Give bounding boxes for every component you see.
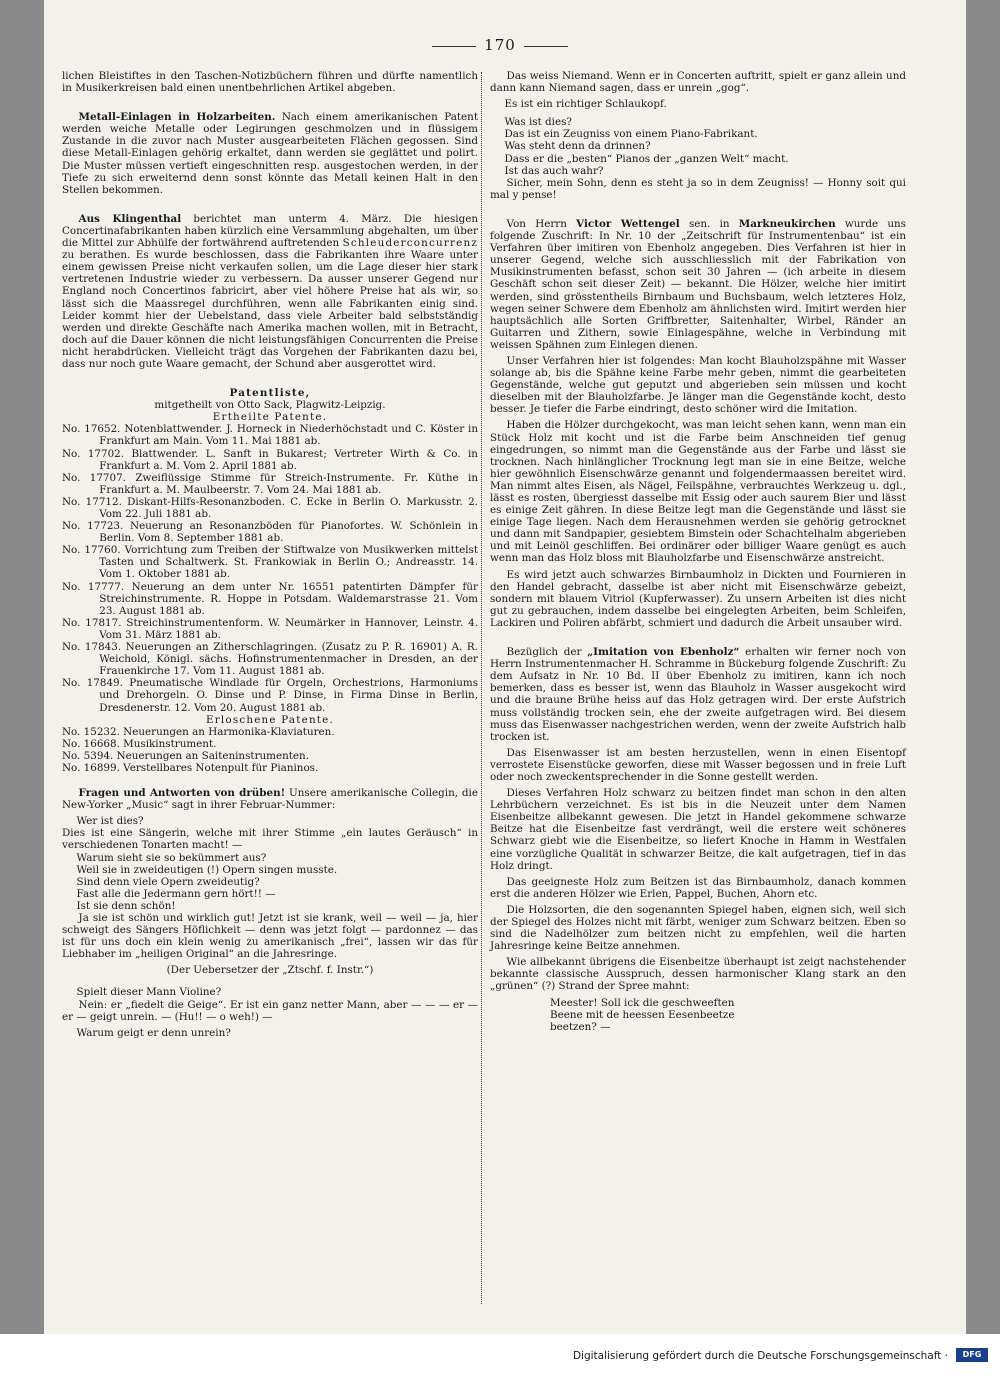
article-metall-einlagen: Metall-Einlagen in Holzarbeiten. Nach einem amerikanischen Patent werden weiche Metalle oder Legirungen geschmolzen und in flüssigem Zustande in die zuvor nach Muster ausgearbeiteten Flächen gegossen. Sind diese Metall-Einlagen gehörig erkaltet, dann werden sie geglättet und polirt. Die Muster müssen vertieft eingeschnitten resp. ausgestochen werden, in der Tiefe zu sich erweiternd denn sonst könnte das Metall keinen Halt in den Stellen bekommen. — [62, 111, 478, 196]
left-column — [62, 70, 478, 1039]
patent-entry: No. 16899. Verstellbares Notenpult für Pianinos. — [62, 761, 319, 774]
paragraph: Dieses Verfahren Holz schwarz zu beitzen findet man schon in den alten Lehrbüchern verzeichnet. Es ist bis in die Neuzeit unter dem Namen Eisenbeitze allbekannt gewesen. Die jetzt in Handel gekommene schwarze Beitze hat die Eisenbeitze fast verdrängt, weil die erstere weit schöneres Schwarz giebt wie die Eisenbeitze, so liefert Knoche in Hamm in Westfalen eine vorzügliche Qualität in schwarzer Beitze, die kalt aufgetragen, tief in das Holz dringt. — [490, 787, 906, 872]
paragraph: Haben die Hölzer durchgekocht, was man leicht sehen kann, wenn man ein Stück Holz mit kocht und ist die Farbe beim Anschneiden tief genug eingedrungen, so nimmt man die Gegenstände aus der Farbe und lässt sie trocknen. Nach hinlänglicher Trocknung legt man sie in eine Beitze, welche hier gewöhnlich Eisenschwärze genannt und folgendermaassen bereitet wird. Man nimmt altes Eisen, als Nägel, Feilspähne, verbrauchtes Werkzeug u. dgl., lässt es rosten, übergiesst dasselbe mit Essig oder auch saurem Bier und lässt es einige Zeit gähren. In diese Beitze legt man die Gegenstände und lässt sie einige Tage liegen. Nach dem Herausnehmen werden sie gehörig getrocknet und dann mit Sandpapier, gesiebtem Bimstein oder Schachtelhalm abgerieben und mit Leinöl geschliffen. Bei ordinärer oder billiger Waare genügt es auch wenn man das Holz bloss mit Blauholzfarbe und Eisenschwärze anstreicht. — [490, 419, 906, 565]
patent-entry: No. 16668. Musikinstrument. — [62, 737, 217, 750]
patent-entry: No. 17652. Notenblattwender. J. Horneck in Niederhöchstadt und C. Köster in Frankfurt am Main. Vom 11. Mai 1881 ab. — [62, 423, 478, 448]
verse-line: beetzen? — — [550, 1020, 611, 1033]
patent-subtitle: mitgetheilt von Otto Sack, Plagwitz-Leipzig. — [154, 399, 386, 412]
paragraph: Das geeigneste Holz zum Beitzen ist das Birnbaumholz, danach kommen erst die anderen Hölzer wie Erlen, Pappel, Buchen, Ahorn etc. — [490, 875, 906, 900]
dialogue — [62, 815, 478, 1039]
article-title: Fragen und Antworten von drüben! — [78, 787, 286, 800]
expired-patent-list — [62, 726, 478, 774]
rule-left — [432, 46, 476, 47]
patent-entry: No. 15232. Neuerungen an Harmonika-Klaviaturen. — [62, 725, 335, 738]
patent-entry: No. 17849. Pneumatische Windlade für Orgeln, Orchestrions, Harmoniums und Drehorgeln. O. Dinse und P. Dinse, in Firma Dinse in Berlin, Dresdenerstr. 12. Vom 20. August 1881 ab. — [62, 677, 478, 714]
patent-entry: No. 5394. Neuerungen an Saiteninstrumenten. — [62, 749, 309, 762]
rule-right — [524, 46, 568, 47]
patent-entry: No. 17712. Diskant-Hilfs-Resonanzboden. C. Ecke in Berlin O. Markusstr. 2. Vom 22. Juli 1881 ab. — [62, 495, 478, 520]
dialogue-line: Fast alle die Jedermann gern hört!! — — [76, 887, 276, 900]
dialogue-line: Das ist ein Zeugniss von einem Piano-Fabrikant. — [504, 128, 758, 141]
paragraph: Es wird jetzt auch schwarzes Birnbaumholz in Dickten und Fournieren in den Handel gebracht, dasselbe ist aber nicht mit Eisenschwärze gebeizt, sondern mit blauem Vitriol (Kupferwasser). Zu unsern Arbeiten ist dies nicht gut zu gebrauchen, indem dasselbe bei eingelegten Arbeiten, beim Schleifen, Lackiren und Poliren abfärbt, schmiert und dadurch die Arbeit unsauber wird. — [490, 568, 906, 629]
dialogue-line: Was ist dies? — [504, 116, 572, 129]
dialogue-line: Dies ist eine Sängerin, welche mit ihrer Stimme „ein lautes Geräusch“ in verschiedenen Tonarten macht! — — [62, 827, 478, 852]
dialogue-line: Sicher, mein Sohn, denn es steht ja so in dem Zeugniss! — Honny soit qui mal y pense! — [490, 176, 906, 201]
dialogue-line: Weil sie in zweideutigen (!) Opern singen musste. — [76, 863, 338, 876]
paragraph: Unser Verfahren hier ist folgendes: Man kocht Blauholzspähne mit Wasser solange ab, bis die Spähne keine Farbe mehr geben, nimmt die gearbeiteten Gegenstände, welche gut geputzt und abgerieben sein müssen und kocht dieselben mit der Blauholzfarbe. Je länger man die Gegenstände kocht, desto besser. Je tiefer die Farbe eindringt, desto schöner wird die Imitation. — [490, 354, 906, 416]
translator-note: (Der Uebersetzer der „Ztschf. f. Instr.“) — [166, 964, 374, 977]
footer-bar — [0, 1334, 1000, 1383]
verse-quote — [490, 997, 906, 1033]
patent-entry: No. 17760. Vorrichtung zum Treiben der Stiftwalze von Musikwerken mittelst Tasten und Schaltwerk. St. Frankowiak in Berlin O.; Andreasstr. 14. Vom 1. Oktober 1881 ab. — [62, 544, 479, 581]
patent-entry: No. 17817. Streichinstrumentenform. W. Neumärker in Hannover, Leinstr. 4. Vom 31. März 1881 ab. — [62, 616, 478, 641]
page-number — [0, 36, 1000, 54]
dialogue-line: Ja sie ist schön und wirklich gut! Jetzt ist sie krank, weil — weil — ja, hier schweigt des Sängers Höflichkeit — denn was jetzt folgt — pardonnez — das ist für uns doch ein klein wenig zu amerikanisch „frei“, lassen wir das für Liebhaber im „heiligen Original“ an die Jahresringe. — [62, 912, 478, 961]
paragraph: Die Holzsorten, die den sogenannten Spiegel haben, eignen sich, weil sich der Spiegel des Holzes nicht mit färbt, weniger zum Schwarz beitzen. Eben so sind die Nadelhölzer zum beitzen nicht zu empfehlen, weil die harten Jahresringe keine Beitze annehmen. — [490, 903, 906, 953]
article-klingenthal: Aus Klingenthal berichtet man unterm 4. März. Die hiesigen Concertinafabrikanten haben kürzlich eine Versammlung abgehalten, um über die Mittel zur Abhülfe der fortwährend auftretenden Schleuderconcurrenz zu berathen. Es wurde beschlossen, dass die Fabrikanten ihre Waare unter einem gewissen Preise nicht verkaufen sollen, um die Lage dieser hier stark vertretenen Industrie wieder zu verbessern. Da ausser unserer Gegend nur England noch Concertinos fabricirt, aber viel höhere Preise hat als wir, so lässt sich die Maassregel durchführen, wenn alle Fabrikanten einig sind. Leider kommt hier der Uebelstand, dass viele Arbeiter bald selbstständig werden und direkte Geschäfte nach Amerika machen wollen, mit in Betracht, doch auf die Dauer können die nicht leistungsfähigen Concurrenten die Preise nicht herabdrücken. Vielleicht trägt das Vorgehen der Fabrikanten dazu bei, dass nur noch gute Waare gemacht, der Schund aber ausgerottet wird. — [62, 212, 479, 370]
dialogue-line: Ist sie denn schön! — [76, 899, 176, 912]
verse-line: Beene mit de heessen Eesenbeetze — [550, 1008, 735, 1021]
granted-patent-list — [62, 423, 478, 713]
column-divider — [481, 72, 482, 1304]
dialogue-line: Spielt dieser Mann Violine? — [76, 986, 222, 999]
granted-heading: Ertheilte Patente. — [212, 411, 328, 424]
patent-entry: No. 17723. Neuerung an Resonanzböden für Pianofortes. W. Schönlein in Berlin. Vom 8. September 1881 ab. — [62, 520, 478, 545]
paragraph: Wie allbekannt übrigens die Eisenbeitze überhaupt ist zeigt nachstehender bekannte classische Ausspruch, dessen harmonischer Klang stark an den „grünen“ (?) Strand der Spree mahnt: — [490, 956, 906, 993]
verse-line: Meester! Soll ick die geschweeften — [550, 996, 735, 1009]
dialogue-line: Sind denn viele Opern zweideutig? — [76, 875, 260, 888]
dialogue-line: Warum sieht sie so bekümmert aus? — [76, 851, 267, 864]
article-fragen-intro: Fragen und Antworten von drüben! Unsere amerikanische Collegin, die New-Yorker „Music“ sagt in ihrer Februar-Nummer: — [62, 787, 478, 812]
right-column — [490, 70, 906, 1033]
page-number-text: 170 — [484, 36, 516, 54]
dialogue-line: Warum geigt er denn unrein? — [76, 1026, 231, 1039]
article-title: Aus Klingenthal — [78, 212, 182, 225]
patent-entry: No. 17707. Zweiflüssige Stimme für Streich-Instrumente. Fr. Küthe in Frankfurt a. M. Maulbeerstr. 7. Vom 24. Mai 1881 ab. — [62, 471, 478, 496]
article-title: „Imitation von Ebenholz“ — [587, 646, 740, 659]
paragraph: Das Eisenwasser ist am besten herzustellen, wenn in einen Eisentopf verrostete Eisenstücke geworfen, diese mit Wasser begossen und in freie Luft oder noch zweckentsprechender in die Sonne gestellt werden. — [490, 746, 906, 783]
expired-heading: Erloschene Patente. — [206, 713, 334, 726]
dialogue-line: Das weiss Niemand. Wenn er in Concerten auftritt, spielt er ganz allein und dann kann Niemand sagen, dass er unrein „gog“. — [490, 70, 906, 95]
article-wettengel: Von Herrn Victor Wettengel sen. in Markneukirchen wurde uns folgende Zuschrift: In Nr. 10 der „Zeitschrift für Instrumentenbau“ ist ein Verfahren über imitiren von Ebenholz angegeben. Dies Verfahren ist hier in unserer Gegend, welche sich ausschliesslich mit der Fabrikation von Musikinstrumenten befasst, schon seit 30 Jahren — (ich arbeite in diesem Geschäft schon seit dieser Zeit) — bekannt. Die Hölzer, welche hier imitirt werden, sind grösstentheils Birnbaum und Buchsbaum, welch letzteres Holz, wegen seiner Schwere dem Ebenholz am ähnlichsten wird. Imitirt werden hier hauptsächlich alle Sorten Griffbretter, Saitenhalter, Wirbel, Ränder an Guitarren und Zithern, sowie Einlagespähne, welche in Verbindung mit weissen Spähnen zum Einlegen dienen. — [490, 217, 906, 351]
patent-title: Patentliste, — [229, 387, 311, 400]
dialogue-line: Wer ist dies? — [76, 815, 144, 828]
dfg-logo-icon: DFG — [956, 1348, 988, 1362]
patent-entry: No. 17843. Neuerungen an Zitherschlagringen. (Zusatz zu P. R. 16901) A. R. Weichold, Königl. sächs. Hofinstrumentenmacher in Dresden, an der Frauenkirche 17. Vom 11. August 1881 ab. — [62, 641, 478, 678]
dialogue-line: Nein: er „fiedelt die Geige“. Er ist ein ganz netter Mann, aber — — — er — er — geigt unrein. — (Hu!! — o weh!) — — [62, 998, 478, 1023]
dialogue-line: Ist das auch wahr? — [504, 164, 604, 177]
patent-entry: No. 17702. Blattwender. L. Sanft in Bukarest; Vertreter Wirth & Co. in Frankfurt a. M. Vom 2. April 1881 ab. — [62, 447, 478, 472]
article-imitation-ebenholz: Bezüglich der „Imitation von Ebenholz“ erhalten wir ferner noch von Herrn Instrumentenmacher H. Schramme in Bückeburg folgende Zuschrift: Zu dem Aufsatz in Nr. 10 Bd. II über Ebenholz zu imitiren, kann ich noch bemerken, dass es besser ist, wenn das Blauholz in Wasser ausgekocht wird und die braune Brühe heiss auf das Holz getragen wird. Der erste Aufstrich muss vollständig trocken sein, ehe der zweite aufgetragen wird. Bei diesem muss das Eisenwasser nachgestrichen werden, wenn der zweite Aufstrich halb trocken ist. — [490, 646, 907, 743]
article-title: Metall-Einlagen in Holzarbeiten. — [78, 111, 276, 124]
patent-entry: No. 17777. Neuerung an dem unter Nr. 16551 patentirten Dämpfer für Streichinstrumente. R. Hoppe in Potsdam. Waldemarstrasse 21. Vom 23. August 1881 ab. — [62, 580, 478, 617]
dialogue-line: Es ist ein richtiger Schlaukopf. — [504, 98, 667, 111]
paragraph-continuation: lichen Bleistiftes in den Taschen-Notizbüchern führen und dürfte namentlich in Musikerkreisen bald einen unentbehrlichen Artikel abgeben. — [62, 70, 478, 95]
dialogue-line: Dass er die „besten“ Pianos der „ganzen Welt“ macht. — [504, 152, 789, 165]
funding-credit: Digitalisierung gefördert durch die Deutsche Forschungsgemeinschaft · — [572, 1350, 948, 1362]
dialogue-line: Was steht denn da drinnen? — [504, 140, 651, 153]
